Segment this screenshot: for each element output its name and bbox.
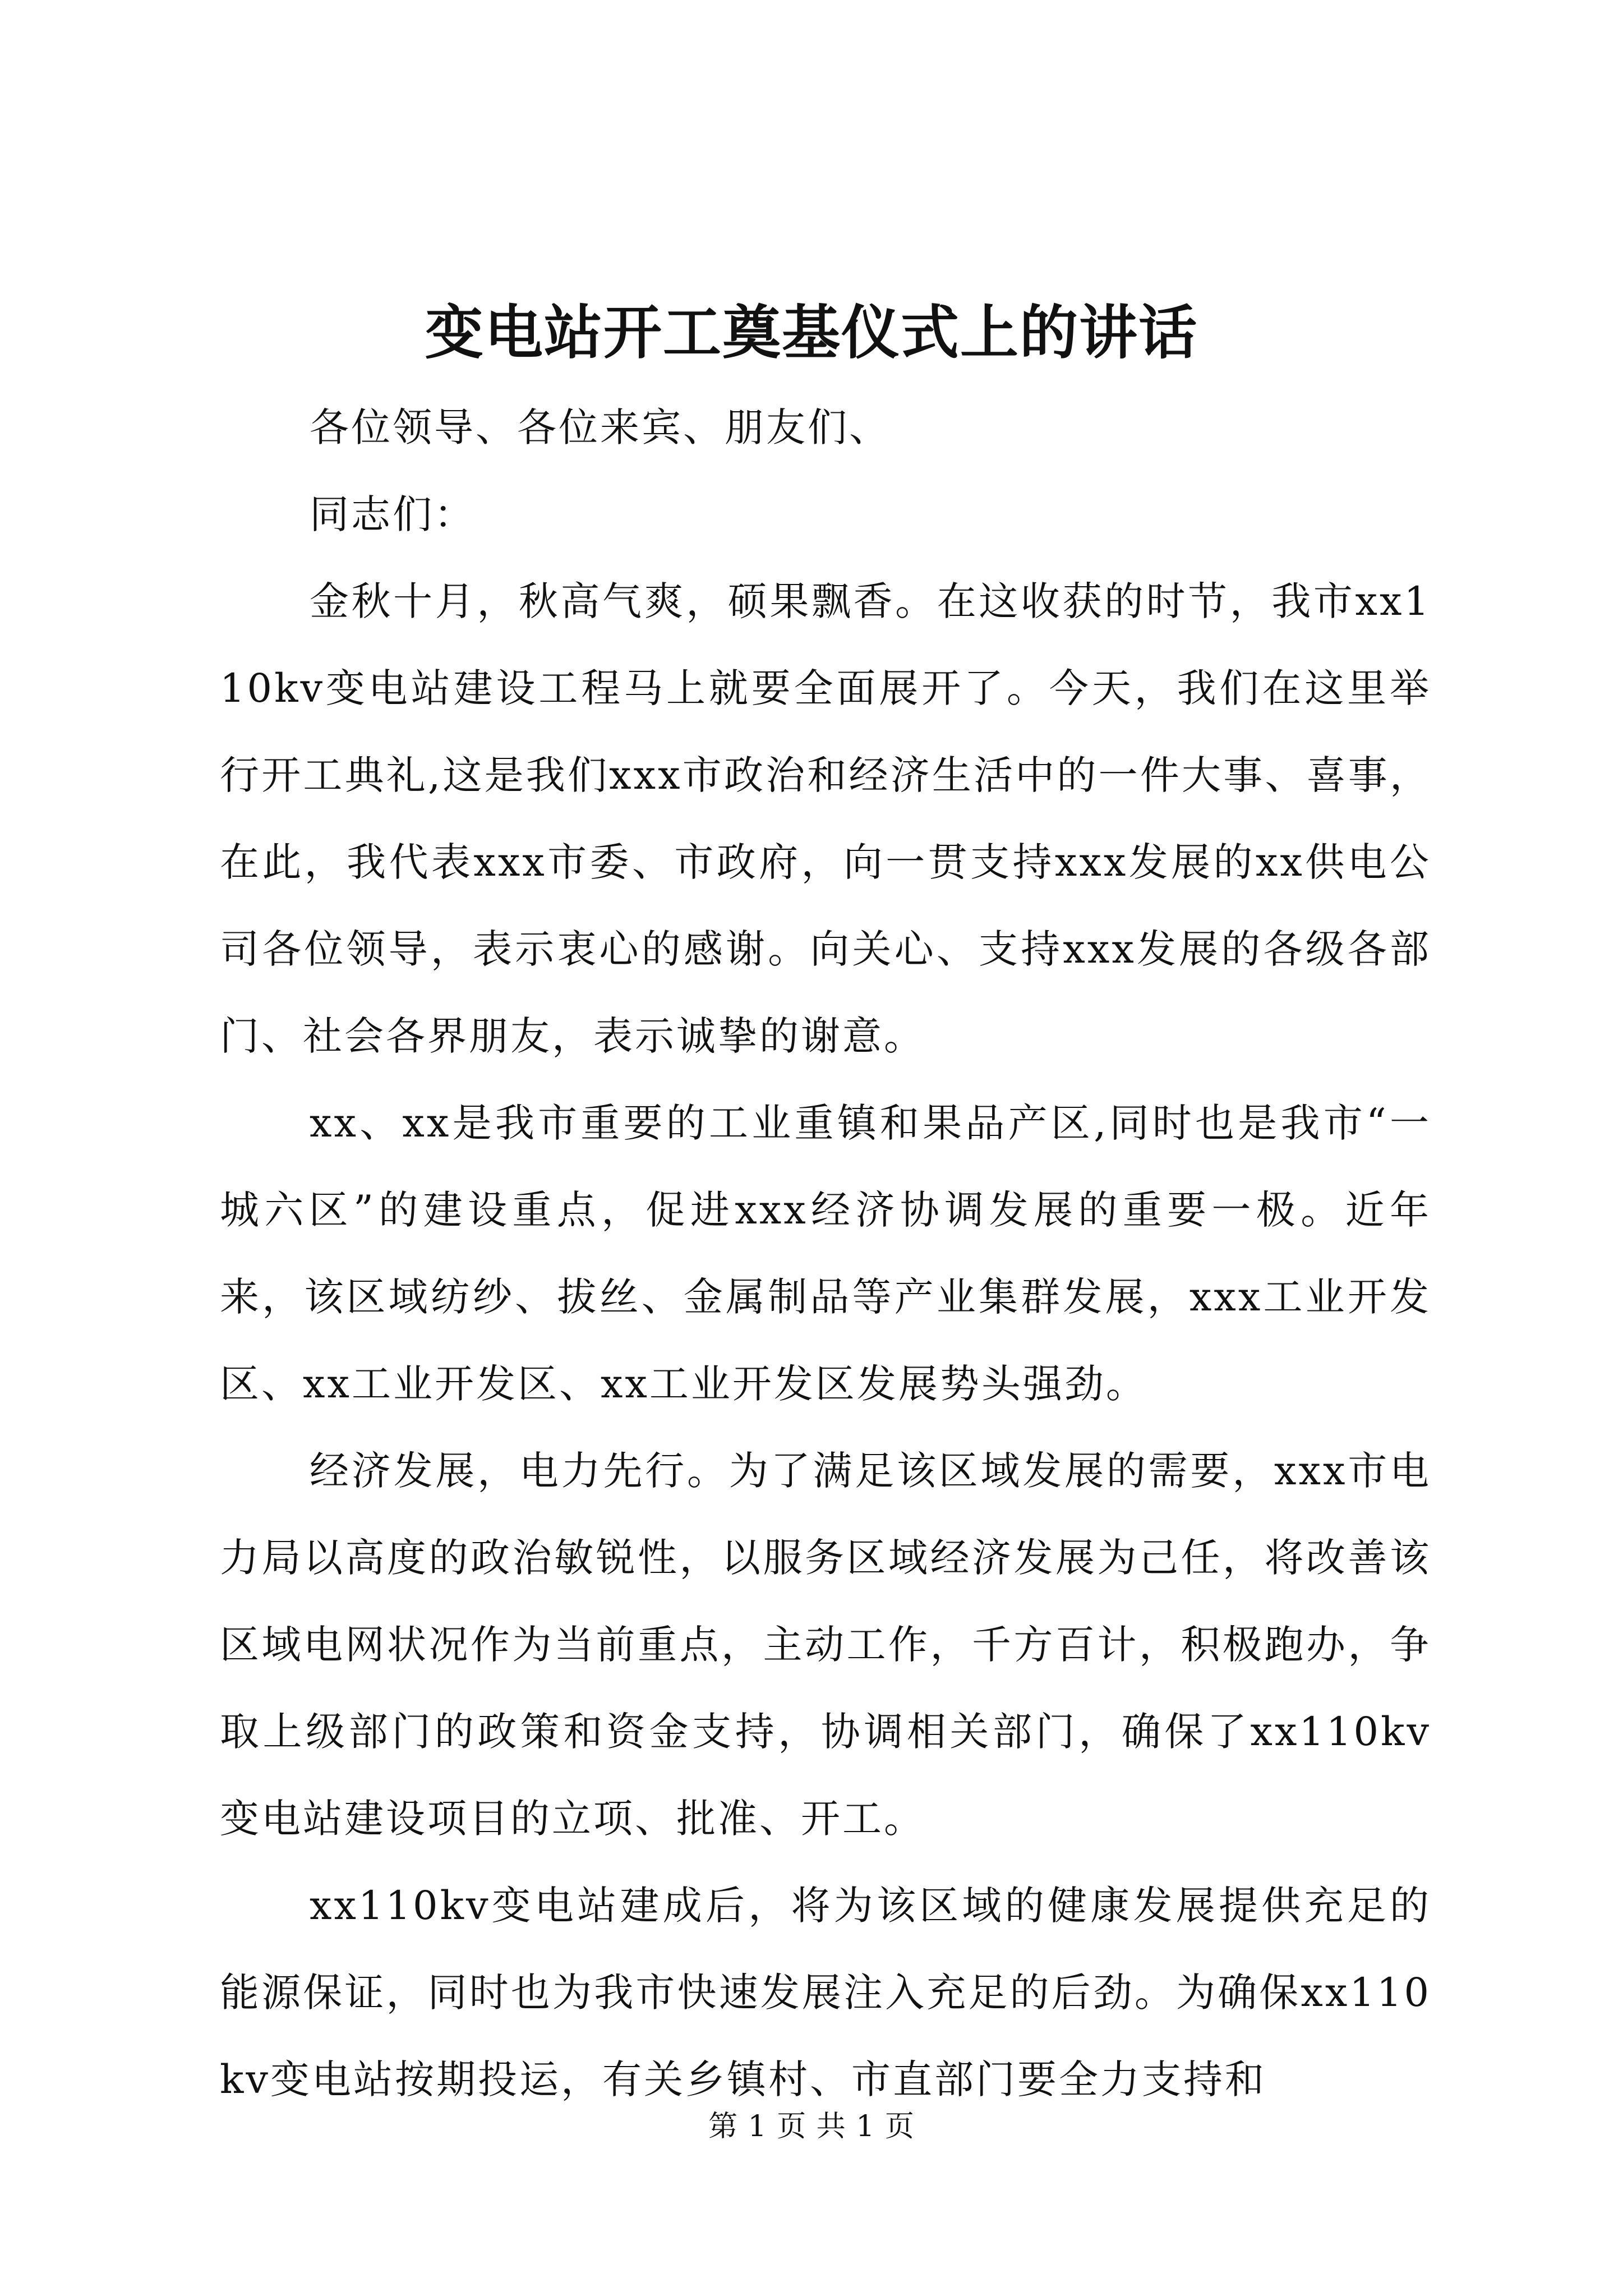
document-title: 变电站开工奠基仪式上的讲话	[425, 298, 1198, 367]
body-paragraph: 经济发展，电力先行。为了满足该区域发展的需要，xxx市电力局以高度的政治敏锐性，以服务区域经济发展为己任，将改善该区域电网状况作为当前重点，主动工作，千方百计，积极跑办，争取上级部门的政策和资金支持，协调相关部门，确保了xx110kv变电站建设项目的立项、批准、开工。	[220, 1448, 1431, 1842]
body-paragraph: xx、xx是我市重要的工业重镇和果品产区,同时也是我市“一城六区”的建设重点，促进xxx经济协调发展的重要一极。近年来，该区域纺纱、拔丝、金属制品等产业集群发展，xxx工业开发区、xx工业开发区、xx工业开发区发展势头强劲。	[220, 1100, 1431, 1407]
page-footer: 第 1 页 共 1 页	[708, 2110, 915, 2143]
body-paragraph: 金秋十月，秋高气爽，硕果飘香。在这收获的时节，我市xx110kv变电站建设工程马上就要全面展开了。今天，我们在这里举行开工典礼,这是我们xxx市政治和经济生活中的一件大事、喜事，在此，我代表xxx市委、市政府，向一贯支持xxx发展的xx供电公司各位领导，表示衷心的感谢。向关心、支持xxx发展的各级各部门、社会各界朋友，表示诚挚的谢意。	[220, 578, 1431, 1059]
salutation-line-1: 各位领导、各位来宾、朋友们、	[310, 404, 891, 450]
body-paragraph: xx110kv变电站建成后，将为该区域的健康发展提供充足的能源保证，同时也为我市快速发展注入充足的后劲。为确保xx110kv变电站按期投运，有关乡镇村、市直部门要全力支持和	[220, 1883, 1431, 2102]
document-body	[220, 384, 1431, 2123]
salutation-line-2: 同志们：	[310, 491, 476, 537]
